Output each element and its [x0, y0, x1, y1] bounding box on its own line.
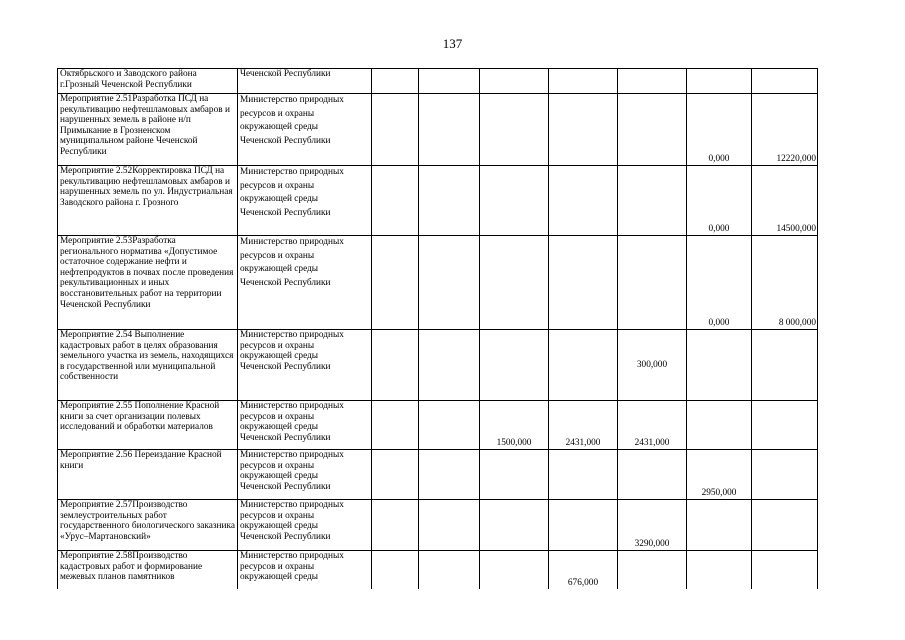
amount-cell [419, 401, 480, 450]
responsible-org-line: ресурсов и охраны [240, 510, 315, 521]
amount-cell [372, 166, 419, 236]
responsible-org-line: Чеченской Республики [240, 432, 331, 443]
amount-cell [372, 551, 419, 589]
amount-cell [372, 450, 419, 500]
responsible-org-line: Чеченской Республики [240, 69, 331, 79]
amount-cell [419, 166, 480, 236]
amount-cell [618, 166, 687, 236]
activity-name-cell: Октябрьского и Заводского района г.Грозный Чеченской Республики [58, 69, 238, 94]
amount-cell [549, 236, 618, 330]
table-row [58, 69, 818, 94]
amount-cell [372, 401, 419, 450]
activity-name-cell: Мероприятие 2.58Производство кадастровых работ и формирование межевых планов памятников [58, 551, 238, 589]
responsible-org-line: Министерство природных [240, 401, 344, 411]
amount-cell [480, 500, 549, 551]
responsible-org-line: Министерство природных [240, 237, 344, 247]
amount-cell: 0,000 [687, 94, 752, 166]
responsible-org-line: Чеченской Республики [240, 531, 331, 542]
responsible-org-line: Чеченской Республики [240, 361, 331, 372]
amount-cell [372, 94, 419, 166]
responsible-org-cell [238, 236, 372, 330]
amount-cell: 2431,000 [618, 401, 687, 450]
amount-cell [480, 450, 549, 500]
table-row [58, 401, 818, 450]
amount-cell [618, 236, 687, 330]
responsible-org-line: Чеченской Республики [240, 207, 331, 218]
amount-cell [549, 69, 618, 94]
responsible-org-line: окружающей среды [240, 351, 319, 362]
responsible-org-line: окружающей среды [240, 264, 319, 274]
responsible-org-line: окружающей среды [240, 471, 319, 482]
responsible-org-cell [238, 450, 372, 500]
amount-cell: 2950,000 [687, 450, 752, 500]
responsible-org-line: Министерство природных [240, 500, 344, 510]
responsible-org-line: Министерство природных [240, 551, 344, 561]
responsible-org-line: окружающей среды [240, 122, 319, 132]
responsible-org-cell [238, 69, 372, 94]
table-row [58, 450, 818, 500]
amount-cell [752, 330, 818, 401]
amount-cell [687, 330, 752, 401]
activity-name-cell: Мероприятие 2.55 Пополнение Красной книги за счет организации полевых исследований и обработки материалов [58, 401, 238, 450]
responsible-org-line: ресурсов и охраны [240, 561, 315, 572]
responsible-org-line: окружающей среды [240, 194, 319, 204]
responsible-org-line: Чеченской Республики [240, 135, 331, 146]
activity-name-cell: Мероприятие 2.53Разработка регионального норматива «Допустимое остаточное содержание нефти и нефтепродуктов в почвах после проведения рекультивационных и иных восстановительных работ на территории Чеченской Республики [58, 236, 238, 330]
table-row [58, 330, 818, 401]
amount-cell: 0,000 [687, 236, 752, 330]
amount-cell [480, 69, 549, 94]
amount-cell [752, 551, 818, 589]
amount-cell [549, 94, 618, 166]
responsible-org-line: Чеченской Республики [240, 277, 331, 288]
amount-cell [372, 236, 419, 330]
responsible-org-line: ресурсов и охраны [240, 108, 315, 119]
responsible-org-line: ресурсов и охраны [240, 460, 315, 471]
table-row [58, 500, 818, 551]
activity-name-cell: Мероприятие 2.56 Переиздание Красной книги [58, 450, 238, 500]
amount-cell: 14500,000 [752, 166, 818, 236]
amount-cell [419, 500, 480, 551]
activity-name-cell: Мероприятие 2.52Корректировка ПСД на рекультивацию нефтешламовых амбаров и нарушенных земель по ул. Индустриальная Заводского района г. Грозного [58, 166, 238, 236]
responsible-org-line: Министерство природных [240, 167, 344, 177]
amount-cell [419, 236, 480, 330]
amount-cell [419, 94, 480, 166]
amount-cell [549, 330, 618, 401]
responsible-org-cell [238, 330, 372, 401]
amount-cell [549, 450, 618, 500]
amount-cell [480, 94, 549, 166]
responsible-org-line: ресурсов и охраны [240, 180, 315, 191]
responsible-org-cell [238, 551, 372, 589]
amount-cell [419, 551, 480, 589]
program-activities-table [57, 68, 818, 589]
responsible-org-line: Министерство природных [240, 330, 344, 340]
table-row [58, 94, 818, 166]
amount-cell [480, 166, 549, 236]
amount-cell: 676,000 [549, 551, 618, 589]
amount-cell [752, 69, 818, 94]
amount-cell [549, 166, 618, 236]
amount-cell [618, 69, 687, 94]
amount-cell [687, 69, 752, 94]
amount-cell [618, 450, 687, 500]
responsible-org-cell [238, 401, 372, 450]
amount-cell [372, 69, 419, 94]
amount-cell [687, 401, 752, 450]
responsible-org-line: Министерство природных [240, 95, 344, 105]
table-row [58, 551, 818, 589]
amount-cell [752, 500, 818, 551]
amount-cell [618, 94, 687, 166]
responsible-org-line: окружающей среды [240, 572, 319, 583]
responsible-org-line: ресурсов и охраны [240, 340, 315, 351]
responsible-org-line: ресурсов и охраны [240, 250, 315, 261]
amount-cell: 3290,000 [618, 500, 687, 551]
responsible-org-line: окружающей среды [240, 521, 319, 532]
responsible-org-line: окружающей среды [240, 422, 319, 433]
activity-name-cell: Мероприятие 2.57Производство землеустроительных работ государственного биологического заказника «Урус–Мартановский» [58, 500, 238, 551]
amount-cell: 1500,000 [480, 401, 549, 450]
amount-cell [372, 330, 419, 401]
amount-cell: 8 000,000 [752, 236, 818, 330]
amount-cell [752, 401, 818, 450]
table-row [58, 236, 818, 330]
amount-cell [687, 551, 752, 589]
activity-name-cell: Мероприятие 2.54 Выполнение кадастровых работ в целях образования земельного участка из земель, находящихся в государственной или муниципальной собственности [58, 330, 238, 401]
responsible-org-cell [238, 500, 372, 551]
amount-cell [419, 69, 480, 94]
amount-cell [480, 551, 549, 589]
amount-cell [372, 500, 419, 551]
amount-cell [687, 500, 752, 551]
amount-cell: 0,000 [687, 166, 752, 236]
amount-cell [618, 551, 687, 589]
amount-cell [419, 330, 480, 401]
amount-cell [480, 236, 549, 330]
activity-name-cell: Мероприятие 2.51Разработка ПСД на рекультивацию нефтешламовых амбаров и нарушенных земель в районе н/п Примыкание в Грозненском муниципальном районе Чеченской Республики [58, 94, 238, 166]
responsible-org-line: Министерство природных [240, 450, 344, 460]
responsible-org-line: Чеченской Республики [240, 481, 331, 492]
responsible-org-line: ресурсов и охраны [240, 411, 315, 422]
amount-cell: 300,000 [618, 330, 687, 401]
page-number: 137 [442, 36, 463, 51]
amount-cell: 12220,000 [752, 94, 818, 166]
amount-cell [419, 450, 480, 500]
table-body [58, 69, 818, 589]
responsible-org-cell [238, 166, 372, 236]
amount-cell: 2431,000 [549, 401, 618, 450]
amount-cell [752, 450, 818, 500]
responsible-org-cell [238, 94, 372, 166]
amount-cell [549, 500, 618, 551]
amount-cell [480, 330, 549, 401]
table-row [58, 166, 818, 236]
